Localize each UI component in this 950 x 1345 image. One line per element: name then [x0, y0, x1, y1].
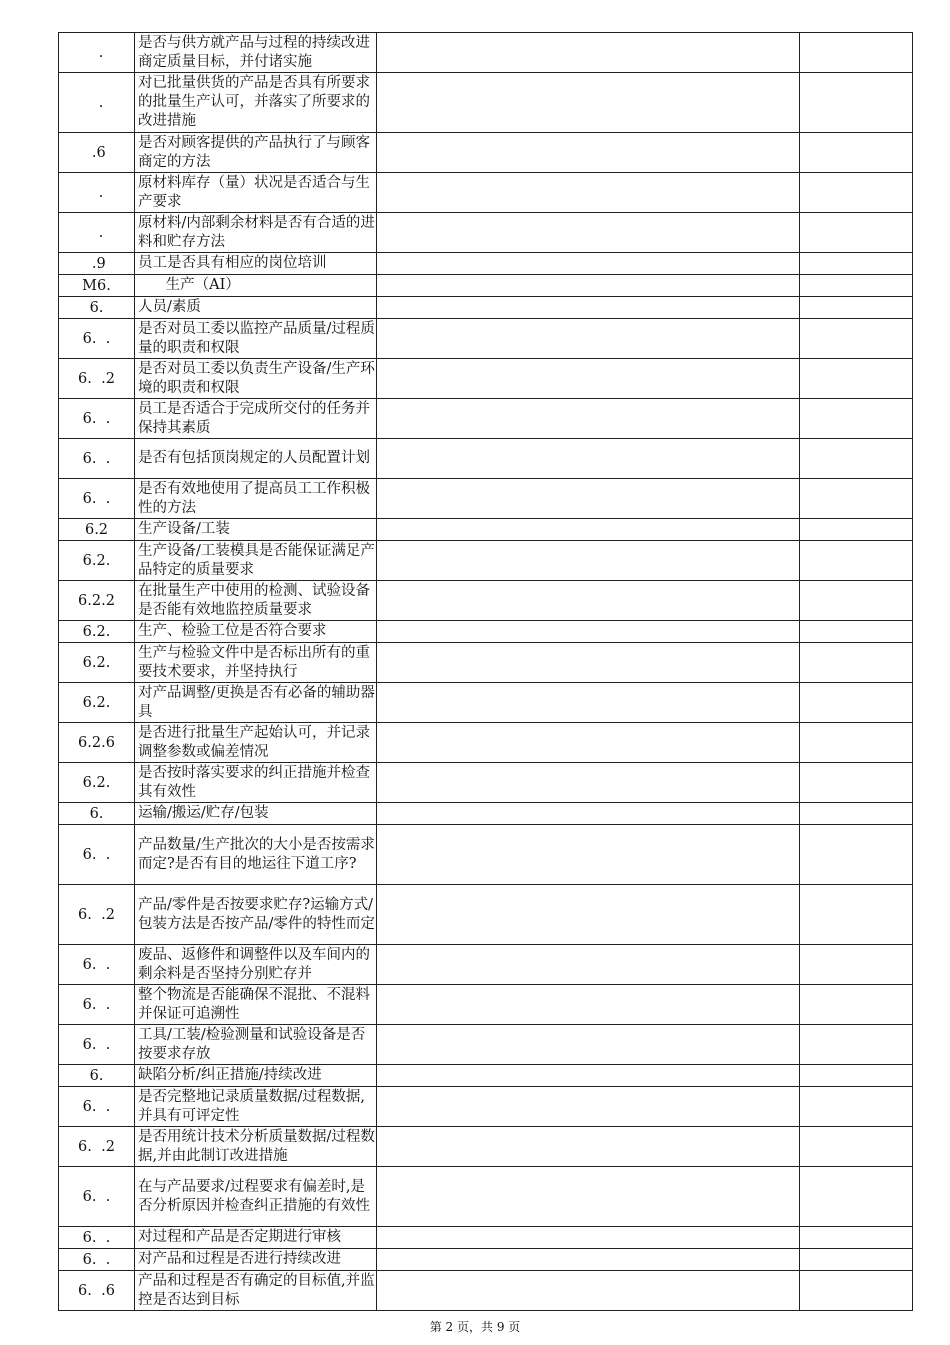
item-number-cell: .: [59, 173, 135, 213]
item-number-cell: 6. .: [59, 319, 135, 359]
finding-cell[interactable]: [377, 803, 800, 825]
table-row: [59, 1249, 913, 1271]
question-text: 整个物流是否能确保不混批、不混料并保证可追溯性: [138, 986, 370, 1022]
item-number-cell: 6.: [59, 803, 135, 825]
question-text: 工具/工装/检验测量和试验设备是否按要求存放: [138, 1026, 366, 1062]
question-text: 是否有包括顶岗规定的人员配置计划: [138, 450, 370, 466]
table-row: [59, 33, 913, 73]
score-cell[interactable]: [800, 479, 913, 519]
table-row: [59, 1025, 913, 1065]
finding-cell[interactable]: [377, 541, 800, 581]
finding-cell[interactable]: [377, 33, 800, 73]
item-number-cell: 6.2: [59, 519, 135, 541]
question-text: 员工是否适合于完成所交付的任务并保持其素质: [138, 400, 370, 436]
item-number-cell: 6.2.: [59, 643, 135, 683]
question-cell: [135, 399, 377, 439]
table-row: [59, 803, 913, 825]
question-text: 产品数量/生产批次的大小是否按需求而定?是否有目的地运往下道工序?: [138, 836, 375, 872]
question-cell: [135, 1065, 377, 1087]
finding-cell[interactable]: [377, 213, 800, 253]
finding-cell[interactable]: [377, 885, 800, 945]
finding-cell[interactable]: [377, 683, 800, 723]
question-cell: [135, 763, 377, 803]
table-row: [59, 885, 913, 945]
table-row: [59, 1167, 913, 1227]
question-text: 是否用统计技术分析质量数据/过程数据,并由此制订改进措施: [138, 1128, 375, 1164]
item-number-cell: 6. .: [59, 1249, 135, 1271]
question-text: 生产设备/工装模具是否能保证满足产品特定的质量要求: [138, 542, 375, 578]
item-number-cell: 6. .: [59, 825, 135, 885]
question-text: 生产设备/工装: [138, 521, 230, 537]
question-cell: [135, 683, 377, 723]
table-row: [59, 1127, 913, 1167]
question-cell: [135, 1271, 377, 1311]
finding-cell[interactable]: [377, 1025, 800, 1065]
table-row: [59, 439, 913, 479]
item-number-cell: 6.2.: [59, 763, 135, 803]
finding-cell[interactable]: [377, 1249, 800, 1271]
item-number-cell: 6. .: [59, 399, 135, 439]
finding-cell[interactable]: [377, 581, 800, 621]
table-row: [59, 359, 913, 399]
question-text: 生产（AI）: [138, 277, 240, 293]
item-number-cell: 6.2.: [59, 621, 135, 643]
question-text: 是否进行批量生产起始认可，并记录调整参数或偏差情况: [138, 724, 370, 760]
table-row: [59, 945, 913, 985]
item-number-cell: .: [59, 73, 135, 133]
question-text: 是否对员工委以负责生产设备/生产环境的职责和权限: [138, 360, 375, 396]
score-cell[interactable]: [800, 621, 913, 643]
item-number-cell: 6.2.: [59, 683, 135, 723]
finding-cell[interactable]: [377, 73, 800, 133]
score-cell[interactable]: [800, 359, 913, 399]
question-text: 是否按时落实要求的纠正措施并检查其有效性: [138, 764, 370, 800]
table-row: [59, 1065, 913, 1087]
score-cell[interactable]: [800, 1227, 913, 1249]
score-cell[interactable]: [800, 643, 913, 683]
question-text: 在批量生产中使用的检测、试验设备是否能有效地监控质量要求: [138, 582, 370, 618]
score-cell[interactable]: [800, 541, 913, 581]
score-cell[interactable]: [800, 297, 913, 319]
question-cell: [135, 1249, 377, 1271]
item-number-cell: .6: [59, 133, 135, 173]
finding-cell[interactable]: [377, 1167, 800, 1227]
score-cell[interactable]: [800, 399, 913, 439]
table-row: [59, 541, 913, 581]
finding-cell[interactable]: [377, 479, 800, 519]
table-row: [59, 1087, 913, 1127]
finding-cell[interactable]: [377, 1227, 800, 1249]
question-cell: [135, 479, 377, 519]
finding-cell[interactable]: [377, 763, 800, 803]
finding-cell[interactable]: [377, 133, 800, 173]
table-row: [59, 253, 913, 275]
finding-cell[interactable]: [377, 1271, 800, 1311]
score-cell[interactable]: [800, 885, 913, 945]
item-number-cell: 6. .: [59, 479, 135, 519]
item-number-cell: 6.: [59, 1065, 135, 1087]
score-cell[interactable]: [800, 723, 913, 763]
table-row: [59, 73, 913, 133]
finding-cell[interactable]: [377, 253, 800, 275]
item-number-cell: 6.: [59, 297, 135, 319]
question-cell: [135, 73, 377, 133]
score-cell[interactable]: [800, 213, 913, 253]
finding-cell[interactable]: [377, 723, 800, 763]
question-cell: [135, 1167, 377, 1227]
finding-cell[interactable]: [377, 945, 800, 985]
question-cell: [135, 803, 377, 825]
question-cell: [135, 253, 377, 275]
table-row: [59, 479, 913, 519]
score-cell[interactable]: [800, 319, 913, 359]
score-cell[interactable]: [800, 33, 913, 73]
score-cell[interactable]: [800, 985, 913, 1025]
question-text: 废品、返修件和调整件以及车间内的剩余料是否坚持分别贮存并: [138, 946, 370, 982]
finding-cell[interactable]: [377, 1087, 800, 1127]
table-row: [59, 683, 913, 723]
question-cell: [135, 1127, 377, 1167]
audit-checklist-table: [58, 32, 913, 1311]
table-row: [59, 519, 913, 541]
score-cell[interactable]: [800, 581, 913, 621]
question-text: 对过程和产品是否定期进行审核: [138, 1229, 341, 1245]
finding-cell[interactable]: [377, 825, 800, 885]
item-number-cell: 6. .2: [59, 359, 135, 399]
question-cell: [135, 519, 377, 541]
item-number-cell: 6. .: [59, 1087, 135, 1127]
question-cell: [135, 33, 377, 73]
item-number-cell: 6. .6: [59, 1271, 135, 1311]
item-number-cell: .: [59, 33, 135, 73]
finding-cell[interactable]: [377, 1127, 800, 1167]
item-number-cell: 6. .2: [59, 1127, 135, 1167]
finding-cell[interactable]: [377, 399, 800, 439]
item-number-cell: 6. .: [59, 439, 135, 479]
item-number-cell: 6.2.2: [59, 581, 135, 621]
finding-cell[interactable]: [377, 621, 800, 643]
table-row: [59, 643, 913, 683]
score-cell[interactable]: [800, 825, 913, 885]
question-cell: [135, 275, 377, 297]
question-text: 是否对员工委以监控产品质量/过程质量的职责和权限: [138, 320, 375, 356]
item-number-cell: M6.: [59, 275, 135, 297]
question-text: 运输/搬运/贮存/包装: [138, 805, 269, 821]
score-cell[interactable]: [800, 1249, 913, 1271]
question-cell: [135, 643, 377, 683]
question-cell: [135, 1227, 377, 1249]
table-row: [59, 133, 913, 173]
question-cell: [135, 173, 377, 213]
question-text: 员工是否具有相应的岗位培训: [138, 255, 327, 271]
score-cell[interactable]: [800, 275, 913, 297]
question-cell: [135, 885, 377, 945]
question-cell: [135, 723, 377, 763]
finding-cell[interactable]: [377, 439, 800, 479]
section-header-row: [59, 275, 913, 297]
table-row: [59, 213, 913, 253]
question-cell: [135, 319, 377, 359]
finding-cell[interactable]: [377, 519, 800, 541]
score-cell[interactable]: [800, 439, 913, 479]
question-text: 缺陷分析/纠正措施/持续改进: [138, 1067, 322, 1083]
question-cell: [135, 945, 377, 985]
finding-cell[interactable]: [377, 173, 800, 213]
score-cell[interactable]: [800, 173, 913, 213]
item-number-cell: .: [59, 213, 135, 253]
question-cell: [135, 359, 377, 399]
item-number-cell: .9: [59, 253, 135, 275]
score-cell[interactable]: [800, 945, 913, 985]
question-cell: [135, 581, 377, 621]
question-text: 人员/素质: [138, 299, 201, 315]
score-cell[interactable]: [800, 683, 913, 723]
score-cell[interactable]: [800, 519, 913, 541]
question-cell: [135, 1087, 377, 1127]
table-row: [59, 319, 913, 359]
question-text: 在与产品要求/过程要求有偏差时,是否分析原因并检查纠正措施的有效性: [138, 1178, 370, 1214]
question-text: 生产与检验文件中是否标出所有的重要技术要求，并坚持执行: [138, 644, 370, 680]
question-text: 生产、检验工位是否符合要求: [138, 623, 327, 639]
question-text: 产品/零件是否按要求贮存?运输方式/包装方法是否按产品/零件的特性而定: [138, 896, 375, 932]
score-cell[interactable]: [800, 1127, 913, 1167]
finding-cell[interactable]: [377, 319, 800, 359]
table-row: [59, 723, 913, 763]
finding-cell[interactable]: [377, 1065, 800, 1087]
item-number-cell: 6.2.: [59, 541, 135, 581]
question-text: 是否对顾客提供的产品执行了与顾客商定的方法: [138, 134, 370, 170]
item-number-cell: 6. .: [59, 945, 135, 985]
score-cell[interactable]: [800, 1167, 913, 1227]
question-cell: [135, 541, 377, 581]
item-number-cell: 6. .: [59, 985, 135, 1025]
score-cell[interactable]: [800, 1271, 913, 1311]
table-row: [59, 1271, 913, 1311]
table-row: [59, 297, 913, 319]
question-text: 对已批量供货的产品是否具有所要求的批量生产认可，并落实了所要求的改进措施: [138, 75, 370, 129]
score-cell[interactable]: [800, 1087, 913, 1127]
table-row: [59, 173, 913, 213]
item-number-cell: 6. .: [59, 1167, 135, 1227]
question-cell: [135, 213, 377, 253]
table-row: [59, 1227, 913, 1249]
score-cell[interactable]: [800, 803, 913, 825]
question-cell: [135, 985, 377, 1025]
question-text: 是否完整地记录质量数据/过程数据,并具有可评定性: [138, 1088, 365, 1124]
table-row: [59, 621, 913, 643]
question-cell: [135, 133, 377, 173]
score-cell[interactable]: [800, 763, 913, 803]
score-cell[interactable]: [800, 1065, 913, 1087]
finding-cell[interactable]: [377, 643, 800, 683]
question-cell: [135, 439, 377, 479]
finding-cell[interactable]: [377, 275, 800, 297]
score-cell[interactable]: [800, 1025, 913, 1065]
item-number-cell: 6. .: [59, 1227, 135, 1249]
finding-cell[interactable]: [377, 985, 800, 1025]
page-footer: 第 2 页，共 9 页: [429, 1320, 521, 1334]
question-cell: [135, 297, 377, 319]
question-text: 是否与供方就产品与过程的持续改进商定质量目标，并付诸实施: [138, 34, 370, 70]
score-cell[interactable]: [800, 73, 913, 133]
table-row: [59, 985, 913, 1025]
question-cell: [135, 621, 377, 643]
score-cell[interactable]: [800, 253, 913, 275]
question-text: 对产品调整/更换是否有必备的辅助器具: [138, 684, 375, 720]
finding-cell[interactable]: [377, 297, 800, 319]
table-row: [59, 581, 913, 621]
question-text: 是否有效地使用了提高员工工作积极性的方法: [138, 480, 370, 516]
item-number-cell: 6.2.6: [59, 723, 135, 763]
question-text: 对产品和过程是否进行持续改进: [138, 1251, 341, 1267]
table-row: [59, 763, 913, 803]
table-row: [59, 825, 913, 885]
finding-cell[interactable]: [377, 359, 800, 399]
score-cell[interactable]: [800, 133, 913, 173]
question-cell: [135, 825, 377, 885]
question-text: 产品和过程是否有确定的目标值,并监控是否达到目标: [138, 1272, 375, 1308]
item-number-cell: 6. .2: [59, 885, 135, 945]
item-number-cell: 6. .: [59, 1025, 135, 1065]
question-cell: [135, 1025, 377, 1065]
question-text: 原材料库存（量）状况是否适合与生产要求: [138, 174, 370, 210]
question-text: 原材料/内部剩余材料是否有合适的进料和贮存方法: [138, 214, 375, 250]
table-row: [59, 399, 913, 439]
